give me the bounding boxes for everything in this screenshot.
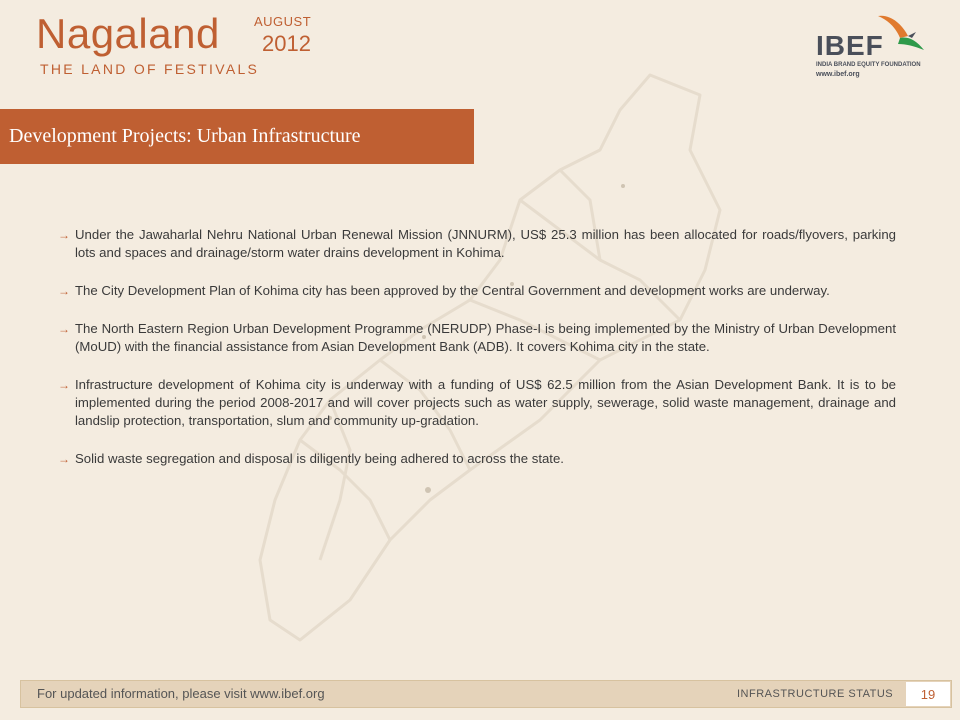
logo-name: IBEF: [816, 30, 884, 61]
logo-tagline: INDIA BRAND EQUITY FOUNDATION: [816, 62, 921, 68]
list-item: [58, 376, 896, 430]
arrow-right-icon: →: [58, 284, 70, 298]
page-number: 19: [906, 682, 950, 706]
section-banner: [0, 109, 474, 164]
bullet-text: The City Development Plan of Kohima city has been approved by the Central Government and development works are underway.: [75, 283, 830, 298]
bullet-list: [58, 226, 896, 488]
footer-section-label: INFRASTRUCTURE STATUS: [737, 688, 894, 700]
ibef-logo: [812, 10, 932, 82]
bullet-text: Solid waste segregation and disposal is diligently being adhered to across the state.: [75, 451, 564, 466]
arrow-right-icon: →: [58, 322, 70, 336]
bullet-text: Under the Jawaharlal Nehru National Urban Renewal Mission (JNNURM), US$ 25.3 million has been allocated for roads/flyovers, parking lots and spaces and drainage/storm water drains development in Kohima.: [75, 227, 896, 260]
list-item: [58, 450, 896, 468]
list-item: [58, 226, 896, 262]
arrow-right-icon: →: [58, 228, 70, 242]
arrow-right-icon: →: [58, 378, 70, 392]
list-item: [58, 320, 896, 356]
page-subtitle: THE LAND OF FESTIVALS: [40, 61, 260, 77]
page-title: Nagaland: [36, 10, 220, 57]
footer-note: For updated information, please visit www.ibef.org: [37, 686, 325, 701]
report-year: 2012: [262, 31, 311, 56]
section-title: Development Projects: Urban Infrastructure: [9, 125, 361, 147]
bullet-text: Infrastructure development of Kohima city is underway with a funding of US$ 62.5 million from the Asian Development Bank. It is to be implemented during the period 2008-2017 and will cover projects such as water supply, sewerage, solid waste management, drainage and landslip protection, transportation, slum and community up-gradation.: [75, 377, 896, 428]
logo-url: www.ibef.org: [816, 71, 860, 78]
footer-bar: [20, 680, 952, 708]
list-item: [58, 282, 896, 300]
report-month: AUGUST: [254, 14, 312, 29]
arrow-right-icon: →: [58, 452, 70, 466]
bullet-text: The North Eastern Region Urban Development Programme (NERUDP) Phase-I is being implemented by the Ministry of Urban Development (MoUD) with the financial assistance from Asian Development Bank (ADB). It covers Kohima city in the state.: [75, 321, 896, 354]
